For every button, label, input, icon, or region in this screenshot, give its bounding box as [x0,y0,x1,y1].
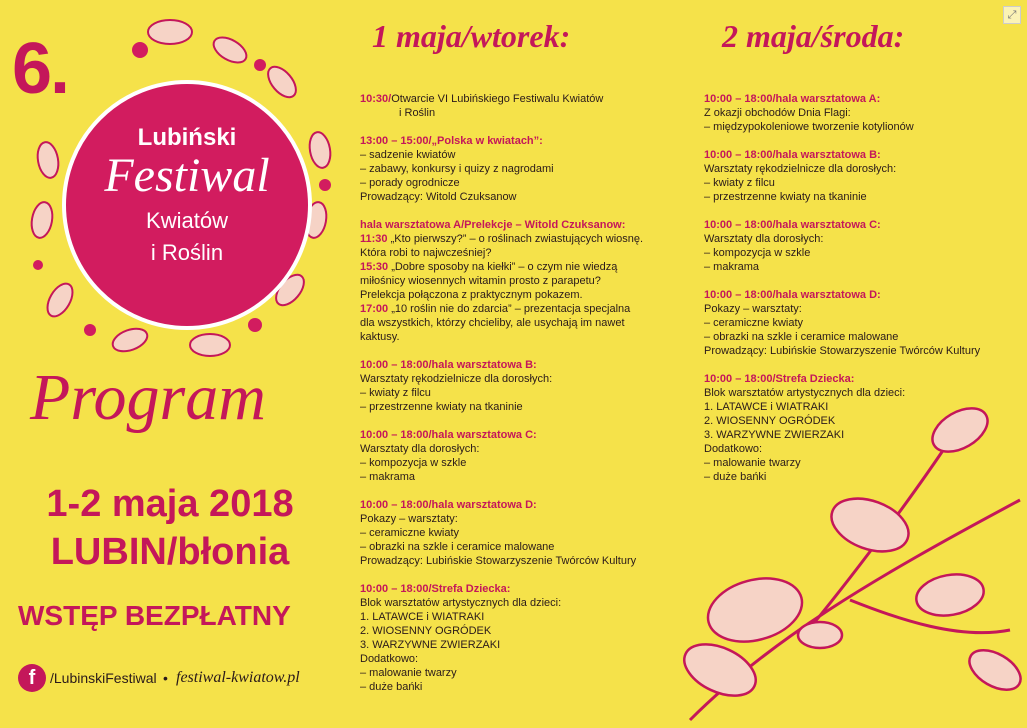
logo-line-roslin: i Roślin [150,240,224,265]
block-heading: 10:00 – 18:00/hala warsztatowa B: [704,149,881,161]
day2-title: 2 maja/środa: [722,18,905,54]
day1-hala-c [360,428,690,484]
facebook-link[interactable]: /LubinskiFestiwal [50,670,157,686]
block-heading: 10:00 – 18:00/hala warsztatowa D: [704,289,881,301]
text: Dodatkowo: [704,443,763,455]
text: miłośnicy wiosennych witamin prosto z parapetu? [360,275,601,287]
event-place: LUBIN/błonia [50,531,290,573]
event-dates-place [20,480,320,576]
day1-prelekcje [360,218,690,344]
text: – przestrzenne kwiaty na tkaninie [704,191,867,203]
day2-hala-a [704,92,1014,134]
text: 3. WARZYWNE ZWIERZAKI [360,639,501,651]
expand-icon[interactable]: ⤢ [1003,6,1021,24]
text: Pokazy – warsztaty: [704,303,802,315]
text: – międzypokoleniowe tworzenie kotylionów [704,121,914,133]
text: Pokazy – warsztaty: [360,513,458,525]
block-heading: 10:00 – 18:00/hala warsztatowa C: [360,429,537,441]
block-heading: 13:00 – 15:00/„Polska w kwiatach”: [360,135,543,147]
text: Warsztaty rękodzielnicze dla dorosłych: [360,373,553,385]
day1-hala-d [360,498,690,568]
day2-hala-b [704,148,1014,204]
text: Z okazji obchodów Dnia Flagi: [704,107,851,119]
block-heading: 10:00 – 18:00/hala warsztatowa C: [704,219,881,231]
text: Prowadzący: Lubińskie Stowarzyszenie Twórców Kultury [704,345,981,357]
text: – ceramiczne kwiaty [360,527,460,539]
text: – obrazki na szkle i ceramice malowane [360,541,555,553]
free-entry-label: WSTĘP BEZPŁATNY [18,600,291,631]
text: – kwiaty z filcu [704,177,775,189]
text: „Dobre sposoby na kiełki” – o czym nie wiedzą [388,261,618,273]
text: „Kto pierwszy?” – o roślinach zwiastujących wiosnę. [387,233,644,245]
text: Prelekcja połączona z praktycznym pokazem. [360,289,583,301]
text: Otwarcie VI Lubińskiego Festiwalu Kwiatów [391,93,604,105]
festival-logo-circle [62,80,312,330]
separator-bullet: • [163,670,168,686]
text: Dodatkowo: [360,653,419,665]
text: 1. LATAWCE i WIATRAKI [360,611,485,623]
text: Która robi to najwcześniej? [360,247,492,259]
text: – porady ogrodnicze [360,177,460,189]
website-link[interactable]: festiwal-kwiatow.pl [176,669,300,686]
text: – sadzenie kwiatów [360,149,456,161]
block-heading: 10:00 – 18:00/hala warsztatowa D: [360,499,537,511]
text: i Roślin [399,107,436,119]
text: Warsztaty rękodzielnicze dla dorosłych: [704,163,897,175]
day2-strefa-dziecka [704,372,1014,484]
logo-line-festiwal: Festiwal [104,149,270,202]
text: – makrama [360,471,416,483]
day1-hala-b [360,358,690,414]
text: – obrazki na szkle i ceramice malowane [704,331,899,343]
text: Blok warsztatów artystycznych dla dzieci: [704,387,906,399]
logo-line-kwiatow: Kwiatów [146,208,228,233]
text: – kompozycja w szkle [704,247,811,259]
text: – duże bańki [704,471,767,483]
day2-hala-c [704,218,1014,274]
text: – przestrzenne kwiaty na tkaninie [360,401,523,413]
program-heading: Program [30,361,266,434]
text: Prowadzący: Lubińskie Stowarzyszenie Twórców Kultury [360,555,637,567]
day1-polska-w-kwiatach [360,134,690,204]
text: – duże bańki [360,681,423,693]
text: Blok warsztatów artystycznych dla dzieci: [360,597,562,609]
day2-schedule [704,92,1014,498]
block-heading: hala warsztatowa A/Prelekcje – Witold Czuksanow: [360,219,626,231]
block-heading: 10:00 – 18:00/Strefa Dziecka: [704,373,855,385]
text: 2. WIOSENNY OGRÓDEK [704,415,836,427]
text: – ceramiczne kwiaty [704,317,804,329]
text: Warsztaty dla dorosłych: [360,443,480,455]
time: 15:30 [360,261,389,273]
day1-opening [360,92,690,120]
block-heading: 10:00 – 18:00/hala warsztatowa A: [704,93,881,105]
day1-schedule [360,92,690,708]
logo-line-lubinski: Lubiński [137,124,237,151]
time: 11:30 [360,233,388,245]
text: – makrama [704,261,760,273]
text: – malowanie twarzy [360,667,457,679]
day1-title: 1 maja/wtorek: [372,18,571,54]
text: dla wszystkich, którzy chcieliby, ale usychają im nawet [360,317,625,329]
time: 17:00 [360,303,389,315]
text: kaktusy. [360,331,400,343]
text: – zabawy, konkursy i quizy z nagrodami [360,163,554,175]
time: 10:30/ [360,93,392,105]
text: Warsztaty dla dorosłych: [704,233,824,245]
day2-hala-d [704,288,1014,358]
block-heading: 10:00 – 18:00/hala warsztatowa B: [360,359,537,371]
event-dates: 1-2 maja 2018 [46,483,294,525]
text: 1. LATAWCE i WIATRAKI [704,401,829,413]
text: – malowanie twarzy [704,457,801,469]
block-heading: 10:00 – 18:00/Strefa Dziecka: [360,583,511,595]
text: Prowadzący: Witold Czuksanow [360,191,517,203]
text: 2. WIOSENNY OGRÓDEK [360,625,492,637]
text: – kompozycja w szkle [360,457,467,469]
edition-number: 6. [12,29,69,109]
text: „10 roślin nie do zdarcia” – prezentacja specjalna [388,303,631,315]
text: – kwiaty z filcu [360,387,431,399]
facebook-icon[interactable]: f [18,664,46,692]
text: 3. WARZYWNE ZWIERZAKI [704,429,845,441]
day1-strefa-dziecka [360,582,690,694]
